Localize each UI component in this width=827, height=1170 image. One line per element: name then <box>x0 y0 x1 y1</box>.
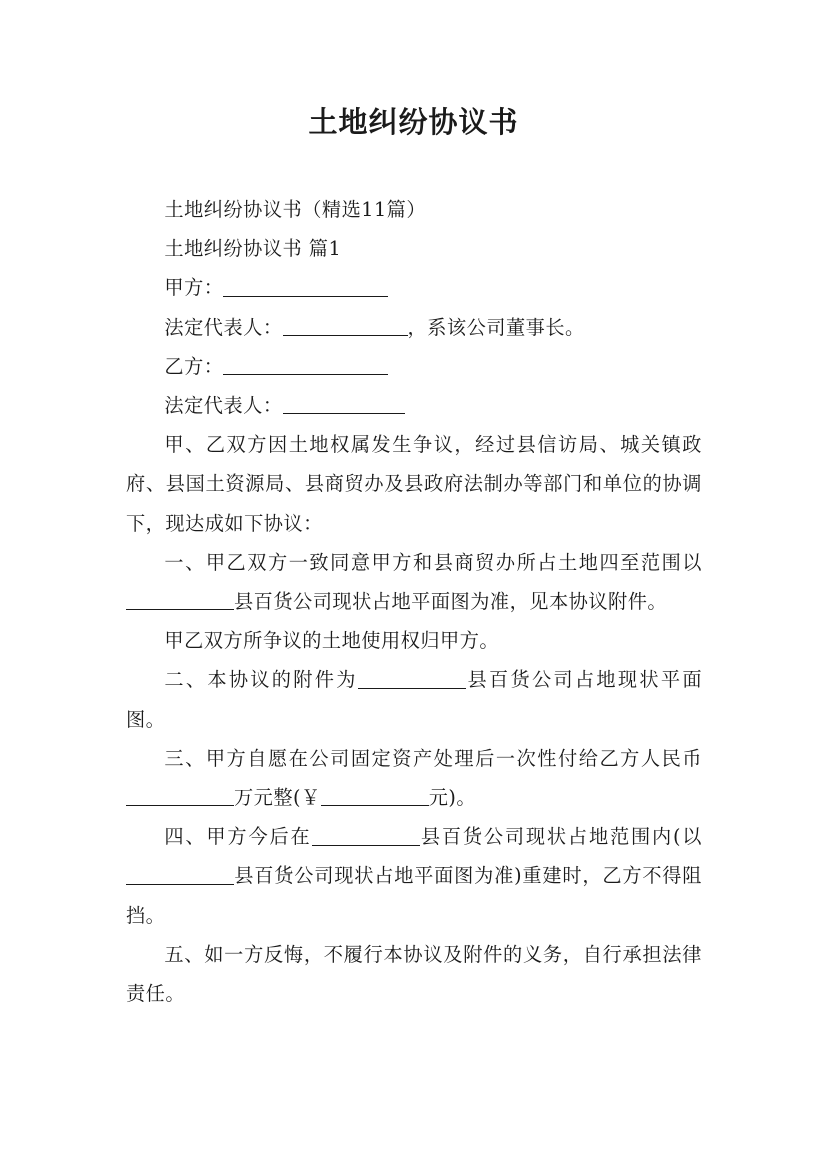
document-title: 土地纠纷协议书 <box>308 105 519 139</box>
clause-1-blank <box>126 589 234 610</box>
clause-2-text-a: 二、本协议的附件为 <box>164 668 358 692</box>
party-a-line <box>126 268 702 307</box>
party-a-rep-label: 法定代表人： <box>164 315 283 339</box>
section-heading: 土地纠纷协议书 篇1 <box>164 237 342 261</box>
party-a-rep-line <box>126 308 702 347</box>
clause-3-yuan-blank <box>321 785 429 806</box>
party-b-label: 乙方： <box>164 354 224 378</box>
party-b-blank <box>223 354 388 375</box>
clause-1-note: 甲乙双方所争议的土地使用权归甲方。 <box>164 629 500 653</box>
party-a-label: 甲方： <box>164 276 224 300</box>
clause-1-text-a: 一、甲乙双方一致同意甲方和县商贸办所占土地四至范围以 <box>164 550 702 574</box>
clause-4-text-c: 县百货公司现状占地平面图为准)重建时，乙方不得阻挡。 <box>126 864 702 927</box>
clause-4-text-a: 四、甲方今后在 <box>164 825 312 849</box>
party-b-rep-blank <box>283 393 405 414</box>
clause-3-text-b: 万元整(￥ <box>234 786 321 810</box>
clause-1 <box>126 543 702 621</box>
clause-2-text-b: 县百货公司占地现状平面图。 <box>126 668 703 731</box>
party-b-rep-label: 法定代表人： <box>164 394 283 418</box>
clause-4-text-b: 县百货公司现状占地范围内(以 <box>419 825 702 849</box>
party-a-rep-suffix: ，系该公司董事长。 <box>407 315 585 339</box>
party-b-line <box>126 347 702 386</box>
clause-4-blank-a <box>312 824 420 845</box>
clause-1-text-b: 县百货公司现状占地平面图为准，见本协议附件。 <box>234 590 668 614</box>
document-body <box>126 190 702 1013</box>
clause-2 <box>126 660 702 738</box>
clause-4 <box>126 817 702 935</box>
clause-3 <box>126 739 702 817</box>
clause-3-amount-blank <box>126 785 234 806</box>
clause-4-blank-b <box>126 864 234 885</box>
clause-3-text-a: 三、甲方自愿在公司固定资产处理后一次性付给乙方人民币 <box>164 746 702 770</box>
clause-2-blank <box>358 668 466 689</box>
subtitle-paragraph: 土地纠纷协议书（精选11篇） <box>164 198 427 221</box>
clause-3-text-c: 元)。 <box>428 786 477 810</box>
clause-5: 五、如一方反悔，不履行本协议及附件的义务，自行承担法律责任。 <box>126 942 702 1006</box>
intro-paragraph: 甲、乙双方因土地权属发生争议，经过县信访局、城关镇政府、县国土资源局、县商贸办及县政府法制办等部门和单位的协调下，现达成如下协议： <box>126 433 702 535</box>
party-a-blank <box>223 276 388 297</box>
party-b-rep-line <box>126 386 702 425</box>
party-a-rep-blank <box>283 315 408 336</box>
